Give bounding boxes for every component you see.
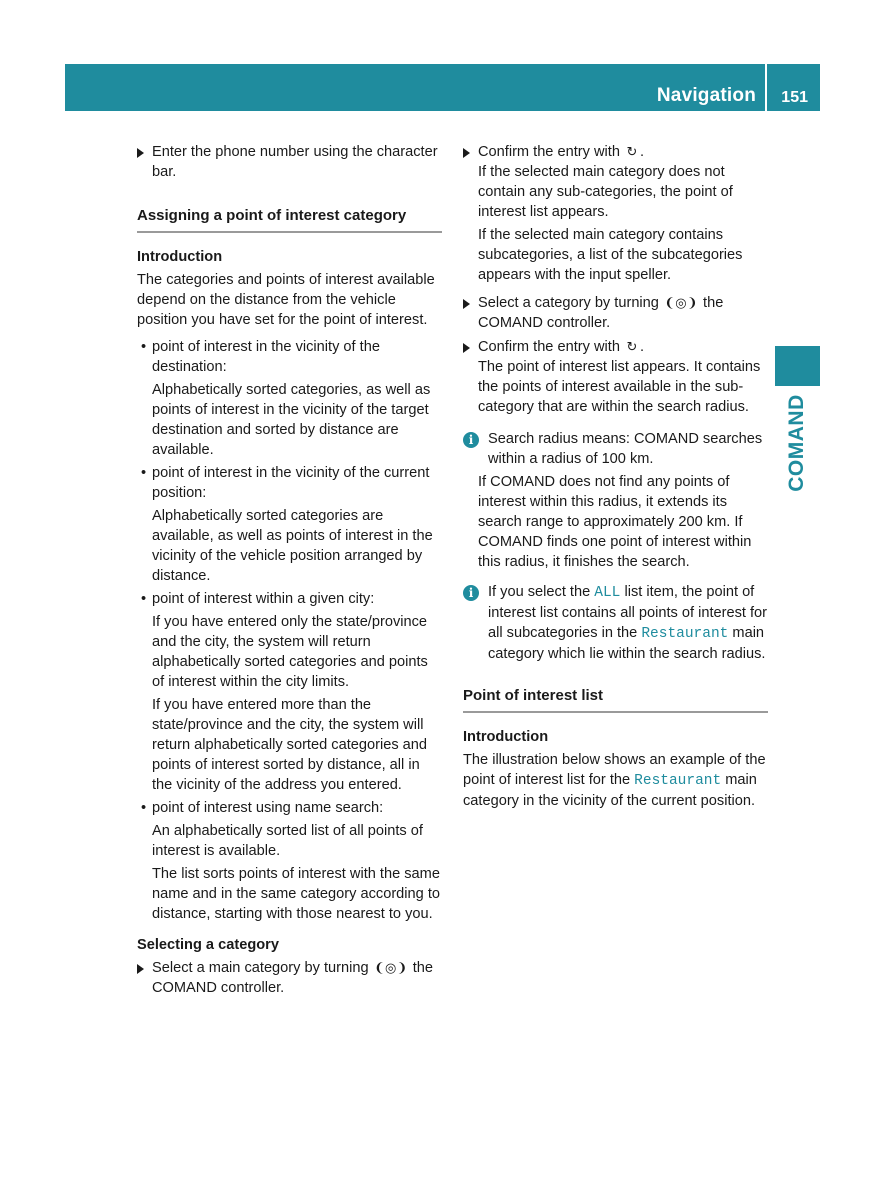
step-arrow-icon: [463, 148, 470, 158]
menu-item-label: ALL: [594, 585, 621, 601]
bullet-icon: •: [141, 800, 147, 816]
bullet-icon: •: [141, 339, 147, 355]
section-heading: Assigning a point of interest category: [137, 206, 442, 233]
info-note: i Search radius means: COMAND searches within a radius of 100 km. If COMAND does not find any points of interest within this radius, it extends its search range to approximately 200 km. If COMAND finds one point of interest within this radius, it finishes the search.: [463, 429, 768, 572]
list-item: • point of interest in the vicinity of the current position:: [141, 465, 430, 501]
list-item-detail: If you have entered only the state/province and the city, the system will return alphabetically sorted categories and points of interest within the city limits.: [152, 614, 428, 690]
subheading: Selecting a category: [137, 937, 279, 953]
subheading: Introduction: [137, 249, 223, 265]
step-detail: If the selected main category does not contain any sub-categories, the point of interest list appears.: [478, 164, 733, 220]
info-note: i If you select the ALL list item, the point of interest list contains all points of interest for all subcategories in the Restaurant main category which lie within the search radius.: [463, 582, 768, 664]
list-item: • point of interest within a given city:: [141, 591, 375, 607]
step-item: Confirm the entry with ↻ .: [463, 337, 768, 357]
bullet-icon: •: [141, 465, 147, 481]
list-item-detail: An alphabetically sorted list of all points of interest is available.: [152, 823, 423, 859]
controller-turn-icon: ❨◎❩: [374, 960, 408, 975]
chapter-tab: [775, 346, 820, 386]
step-item: Select a category by turning ❨◎❩ the COMAND controller.: [463, 293, 768, 333]
step-arrow-icon: [463, 343, 470, 353]
list-item-detail: Alphabetically sorted categories are available, as well as points of interest in the vicinity of the vehicle position arranged by distance.: [152, 508, 433, 584]
subheading: Introduction: [463, 729, 549, 745]
left-column: [137, 142, 442, 1002]
step-detail: The point of interest list appears. It contains the points of interest available in the sub-category that are within the search radius.: [478, 359, 761, 415]
step-item: Confirm the entry with ↻ .: [463, 142, 768, 162]
controller-turn-icon: ❨◎❩: [664, 295, 698, 310]
step-arrow-icon: [137, 964, 144, 974]
right-column: [463, 142, 768, 811]
step-arrow-icon: [137, 148, 144, 158]
intro-paragraph: The illustration below shows an example of the point of interest list for the Restaurant main category in the vicinity of the current position.: [463, 752, 766, 809]
list-item-detail: The list sorts points of interest with the same name and in the same category according to distance, starting with those nearest to you.: [152, 866, 440, 922]
intro-paragraph: The categories and points of interest available depend on the distance from the vehicle position you have set for the point of interest.: [137, 272, 435, 328]
menu-item-label: Restaurant: [641, 626, 729, 642]
section-heading: Point of interest list: [463, 686, 768, 713]
header-divider: [765, 64, 767, 111]
list-item-detail: Alphabetically sorted categories, as well as points of interest in the vicinity of the target destination and sorted by distance are available.: [152, 382, 431, 458]
step-item: Enter the phone number using the character bar.: [137, 142, 442, 182]
step-arrow-icon: [463, 299, 470, 309]
step-detail: If the selected main category contains subcategories, a list of the subcategories appears with the input speller.: [478, 227, 743, 283]
chapter-tab-label: COMAND: [785, 394, 808, 492]
menu-item-label: Restaurant: [634, 773, 722, 789]
controller-press-icon: ↻: [626, 339, 638, 354]
page-header: [65, 64, 820, 111]
info-icon: i: [463, 585, 479, 601]
list-item-detail: If you have entered more than the state/province and the city, the system will return alphabetically sorted categories and points of interest sorted by distance, all in the vicinity of the address you entered.: [152, 697, 428, 793]
bullet-icon: •: [141, 591, 147, 607]
info-icon: i: [463, 432, 479, 448]
step-item: Select a main category by turning ❨◎❩ the COMAND controller.: [137, 958, 442, 998]
list-item: • point of interest using name search:: [141, 800, 384, 816]
list-item: • point of interest in the vicinity of the destination:: [141, 339, 380, 375]
page-number: 151: [781, 89, 808, 106]
chapter-title: Navigation: [656, 85, 756, 106]
controller-press-icon: ↻: [626, 144, 638, 159]
